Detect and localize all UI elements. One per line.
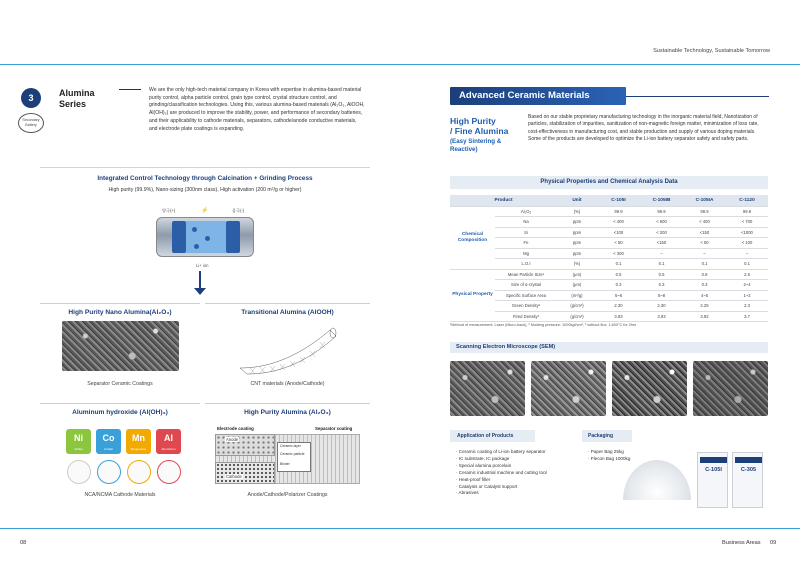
battery-icon (127, 460, 151, 484)
table-cell: (g/cm³) (557, 311, 597, 322)
bag-header (700, 457, 727, 463)
electrode-coating-label: Electrode coating (217, 426, 254, 431)
table-cell: 6~8 (640, 290, 683, 301)
bag-c305 (732, 452, 763, 508)
properties-table (450, 195, 768, 322)
list-item: · Heat-proof filler (456, 476, 491, 482)
table-cell: – (683, 248, 726, 259)
banner-rule (626, 96, 769, 97)
packaging-title-bar (582, 430, 632, 442)
bag-header (735, 457, 762, 463)
aluminum-hydroxide-caption: NCA/NCMA Cathode Materials (84, 492, 156, 498)
list-item: · Abrasives (456, 490, 479, 496)
table-cell: < 400 (597, 217, 640, 228)
sem-image-3 (612, 361, 687, 416)
table-cell: Mean Particle Size¹ (495, 269, 557, 280)
table-cell: Specific Surface Area (495, 290, 557, 301)
table-cell: Si (495, 227, 557, 238)
header-tagline: Sustainable Technology, Sustainable Tomorrow (653, 48, 770, 54)
footer-right-page: 09 (770, 540, 777, 546)
header-divider (0, 64, 800, 65)
molecule-icon (67, 460, 91, 484)
sem-image-2 (531, 361, 606, 416)
element-aluminium-symbol: Al (164, 433, 173, 443)
table-row (450, 290, 768, 301)
table-cell: 3.93 (597, 311, 640, 322)
element-nickel (66, 429, 91, 454)
list-item: · Catalysis or Catalyst support (456, 483, 518, 489)
product-description: Based on our stable proprietary manufacturing technology in the inorganic material field, Nanotization of particles, stabilization of impurities, sanitization of non-magnetic foreign matter, minimization of loss rate, cost-effectiveness in manufacturing cost, and stable production and supply of various doping materials. Some of the products are developed to optimize the Li-ion battery separator safety and safety parts. (528, 114, 759, 143)
banner (450, 87, 626, 105)
intro-text: We are the only high-tech material company in Korea with expertise in alumina-based material purity control, alpha particle control, grain type control, crystal structure control, and grinding/classification technologies. Using this, various alumina-based materials (Al₂O₃, AlOOH, Al(OH)₃) are produced to improve the stability, power, and performance of secondary batteries, and their applicability to cathode materials, separators, cathode/anode conductive materials, and electrode plate coatings is expanding. (149, 87, 365, 132)
ceramic-layer-text: Ceramic layer (280, 444, 301, 448)
table-cell: < 50 (683, 238, 726, 249)
table-cell: (g/cm³) (557, 301, 597, 312)
table-cell: (m²/g) (557, 290, 597, 301)
aluminum-hydroxide-title: Aluminum hydroxide (Al(OH)₃) (72, 409, 168, 416)
battery-cathode-cap (172, 221, 186, 253)
shield-icon (157, 460, 181, 484)
integrated-divider (40, 167, 370, 168)
table-cell: < 700 (726, 217, 768, 228)
element-manganese-symbol: Mn (132, 433, 145, 443)
element-manganese-name: Manganese (130, 447, 147, 451)
table-cell: – (726, 248, 768, 259)
list-item: · Ceramic coating of Li-ion battery separator (456, 449, 546, 454)
table-cell: 2~4 (726, 280, 768, 291)
table-row (450, 311, 768, 322)
table-cell: ppm (557, 248, 597, 259)
high-purity-alumina-title: High Purity Alumina (Al₂O₃) (244, 409, 331, 416)
cathode-text: Cathode (226, 474, 242, 479)
bag-c105i (697, 452, 728, 508)
table-cell: 5~6 (597, 290, 640, 301)
product-title-line1: High Purity (450, 116, 496, 126)
table-cell: 0.1 (683, 259, 726, 270)
table-header-product: Product (450, 195, 557, 206)
application-list (456, 449, 566, 497)
sem-title: Scanning Electron Microscope (SEM) (456, 344, 556, 350)
table-cell: 3.7 (726, 311, 768, 322)
table-cell: Na (495, 217, 557, 228)
ceramic-particle-text: Ceramic particle (280, 452, 305, 456)
physical-property-group: Physical Property (450, 269, 495, 322)
table-cell: <150 (683, 227, 726, 238)
series-title-line2: Series (59, 99, 87, 109)
table-row (450, 301, 768, 312)
table-cell: Al₂O₃ (495, 206, 557, 217)
table-cell: L.O.I (495, 259, 557, 270)
footer-left-page: 08 (20, 540, 27, 546)
element-cobalt-name: Cobalt (104, 447, 113, 451)
list-item: · Paper Bag 25kg (588, 449, 624, 454)
section-number-badge: 3 (21, 88, 41, 108)
series-title (59, 88, 95, 110)
product-title-line2: / Fine Alumina (450, 126, 509, 137)
table-cell: (μm) (557, 280, 597, 291)
table-cell: < 400 (683, 217, 726, 228)
li-ion-icon (192, 227, 197, 232)
banner-title: Advanced Ceramic Materials (459, 90, 590, 101)
table-row (450, 227, 768, 238)
table-cell: 2.5 (726, 269, 768, 280)
li-ion-icon (205, 236, 210, 241)
lightning-icon: ⚡ (201, 208, 209, 214)
element-cobalt-symbol: Co (102, 433, 115, 443)
table-cell: 99.9 (640, 206, 683, 217)
table-header-row (450, 195, 768, 206)
nano-alumina-box (40, 303, 200, 398)
anode-text: Anode (226, 437, 239, 442)
element-aluminium (156, 429, 181, 454)
table-row (450, 269, 768, 280)
table-cell: 0.1 (597, 259, 640, 270)
transitional-alumina-title: Transitional Alumina (AlOOH) (241, 309, 334, 316)
table-cell: Green Density² (495, 301, 557, 312)
series-title-line1: Alumina (59, 88, 95, 98)
table-row (450, 248, 768, 259)
nano-alumina-title: High Purity Nano Alumina(Al₂O₃) (68, 309, 172, 316)
table-cell: 0.3 (683, 280, 726, 291)
table-cell: 0.1 (640, 259, 683, 270)
table-header-c105ia: C-105IA (683, 195, 726, 206)
table-cell: Size of α-crystal (495, 280, 557, 291)
high-purity-alumina-caption: Anode/Cathode/Polarizer Coatings (247, 492, 328, 498)
table-cell: 0.5 (597, 269, 640, 280)
table-footnote: ¹Method of measurement: Laser (Micro-track), ² Molding pressure: 1000kgf/cm², ³ without flux: 1,600°C for 2hrs (450, 323, 637, 327)
high-purity-alumina-box (205, 403, 370, 503)
nano-alumina-sem-image (62, 321, 179, 371)
table-header-c1120: C-1120 (726, 195, 768, 206)
element-nickel-name: Nickel (74, 447, 83, 451)
element-manganese (126, 429, 151, 454)
table-cell: 0.3 (640, 280, 683, 291)
li-ion-label: Li+ ion (196, 263, 209, 268)
table-cell: < 50 (597, 238, 640, 249)
table-cell: 2.3 (726, 301, 768, 312)
sem-image-4 (693, 361, 768, 416)
nano-alumina-caption: Separator Ceramic Coatings (87, 381, 153, 387)
table-header-unit: Unit (557, 195, 597, 206)
element-cobalt (96, 429, 121, 454)
list-item: · IC substrate, IC package (456, 455, 510, 461)
separator-coating-label: Separator coating (315, 426, 353, 431)
table-cell: 4~5 (683, 290, 726, 301)
list-item: · Ceramic industrial machine and cutting tool (456, 469, 547, 475)
packaging-title: Packaging (588, 433, 614, 439)
table-cell: 2.25 (683, 301, 726, 312)
table-cell: <100 (597, 227, 640, 238)
table-cell: (%) (557, 206, 597, 217)
battery-anode-cap (226, 221, 240, 253)
transitional-alumina-caption: CNT materials (Anode/Cathode) (250, 381, 325, 387)
table-title-bar (450, 176, 768, 189)
sem-title-bar (450, 342, 768, 353)
table-cell: (%) (557, 259, 597, 270)
list-item: · Special alumina porcelain (456, 462, 512, 468)
table-title: Physical Properties and Chemical Analysis Data (540, 179, 678, 185)
footer-right-label: Business Areas (722, 540, 761, 546)
application-title: Application of Products (457, 433, 514, 439)
table-cell: Fired Density³ (495, 311, 557, 322)
table-cell: 0.3 (597, 280, 640, 291)
application-title-bar (450, 430, 535, 442)
binder-text: Binder (280, 462, 290, 466)
bag-c305-label: C-305 (740, 467, 757, 473)
table-row (450, 206, 768, 217)
down-arrow-head-icon (194, 288, 206, 295)
packaging-list (588, 449, 630, 463)
li-ion-icon (194, 244, 199, 249)
table-cell: 99.9 (726, 206, 768, 217)
table-header-c105ib: C-105IB (640, 195, 683, 206)
battery-diagram (150, 200, 260, 270)
recycle-icon (97, 460, 121, 484)
table-row (450, 280, 768, 291)
table-cell: 3.92 (683, 311, 726, 322)
table-cell: 2.30 (640, 301, 683, 312)
table-cell: – (640, 248, 683, 259)
table-cell: < 200 (640, 227, 683, 238)
element-nickel-symbol: Ni (74, 433, 83, 443)
chemical-composition-group: Chemical Composition (450, 206, 495, 269)
table-header-c105i: C-105I (597, 195, 640, 206)
table-cell: (μm) (557, 269, 597, 280)
element-aluminium-name: Aluminium (161, 447, 176, 451)
integrated-subtitle: High purity (99.9%), Nano-sizing (300nm class), High activation (200 m²/g or higher) (108, 187, 302, 193)
table-cell: <150 (640, 238, 683, 249)
product-subtitle: (Easy Sintering & Reactive) (450, 137, 502, 153)
powder-pile-image (623, 460, 691, 500)
cathode-label: 양극(+) (162, 208, 176, 213)
footer-divider (0, 528, 800, 529)
bag-c105i-label: C-105I (705, 467, 722, 473)
table-cell: <1000 (726, 227, 768, 238)
table-cell: Mg (495, 248, 557, 259)
coating-anode-layer (215, 434, 275, 456)
anode-label: 음극(-) (232, 208, 245, 213)
table-row (450, 259, 768, 270)
aluminum-hydroxide-box (40, 403, 200, 503)
table-cell: < 300 (597, 248, 640, 259)
table-cell: Fe (495, 238, 557, 249)
coating-cathode-layer (215, 462, 275, 484)
table-cell: 3.93 (640, 311, 683, 322)
table-cell: 0.5 (640, 269, 683, 280)
table-cell: 0.1 (726, 259, 768, 270)
table-cell: 0.8 (683, 269, 726, 280)
table-row (450, 238, 768, 249)
table-cell: ppm (557, 217, 597, 228)
table-cell: 1~2 (726, 290, 768, 301)
secondary-battery-badge: Secondary Battery (18, 113, 44, 133)
table-cell: < 100 (726, 238, 768, 249)
cnt-tube-image (235, 320, 340, 376)
table-cell: < 600 (640, 217, 683, 228)
integrated-title: Integrated Control Technology through Calcination + Grinding Process (97, 175, 313, 182)
list-item: · Flecon Bag 1000kg (588, 455, 631, 461)
table-row (450, 217, 768, 228)
sem-image-1 (450, 361, 525, 416)
title-rule (119, 89, 141, 90)
table-cell: ppm (557, 238, 597, 249)
table-cell: 99.9 (597, 206, 640, 217)
product-title (450, 116, 516, 154)
table-cell: 99.9 (683, 206, 726, 217)
table-cell: 2.30 (597, 301, 640, 312)
table-cell: ppm (557, 227, 597, 238)
transitional-alumina-box (205, 303, 370, 398)
